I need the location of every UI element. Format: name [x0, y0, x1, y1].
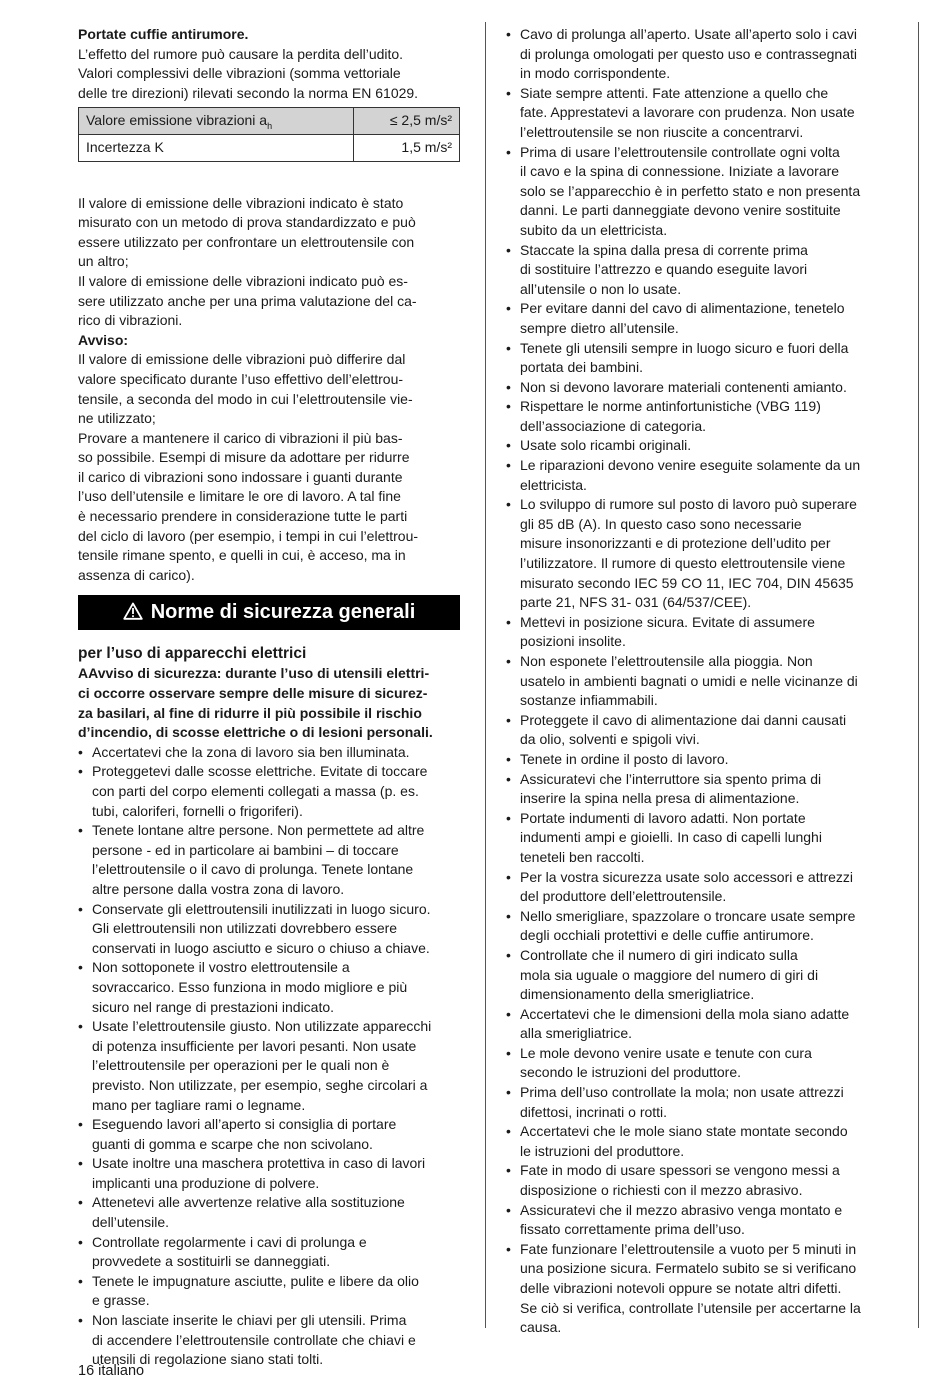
text-line: • Siate sempre attenti. Fate attenzione a quello che — [520, 84, 829, 101]
left-bullet-list — [78, 743, 460, 1370]
list-item — [506, 711, 892, 750]
text-line: l’elettroutensile per operazioni per le quali non è — [92, 1057, 390, 1074]
list-item — [78, 1311, 460, 1370]
text-line: • Usate inoltre una maschera protettiva in caso di lavori — [92, 1155, 426, 1172]
text-line: previsto. Non utilizzate, per esempio, seghe circolari a — [92, 1076, 428, 1093]
text-line: • Lo sviluppo di rumore sul posto di lavoro può superare — [520, 496, 857, 513]
text-line: • Attenetevi alle avvertenze relative alla sostituzione — [92, 1194, 405, 1211]
text-line: fissato correttamente prima dell’uso. — [520, 1221, 745, 1238]
text-line: • Cavo di prolunga all’aperto. Usate all’aperto solo i cavi — [520, 26, 857, 42]
text-line: d’incendio, di scosse elettriche o di lesioni personali. — [78, 724, 433, 741]
text-line: sovraccarico. Esso funziona in modo migliore e più — [92, 978, 408, 995]
text-line: in modo corrispondente. — [520, 65, 671, 82]
text-line: • Proteggetevi dalle scosse elettriche. Evitate di toccare — [92, 763, 428, 780]
text-line: posizioni insolite. — [520, 633, 626, 650]
text-line: za basilari, al fine di ridurre il più possibile il rischio — [78, 704, 422, 721]
text-line: il carico di vibrazioni sono indossare i guanti durante — [78, 468, 403, 485]
text-line: valore specificato durante l’uso effettivo dell’elettrou- — [78, 370, 404, 387]
text-line: dell’associazione di categoria. — [520, 417, 706, 434]
text-line: di sostituire l’attrezzo e quando eseguite lavori — [520, 261, 808, 278]
text-line: rico di vibrazioni. — [78, 312, 183, 329]
right-column — [506, 25, 892, 1338]
text-line: tubi, caloriferi, fornelli o frigoriferi). — [92, 802, 303, 819]
text-line: • Tenete in ordine il posto di lavoro. — [520, 750, 729, 767]
text-line: Se ciò si verifica, controllate l’utensile per accertarne la — [520, 1299, 861, 1316]
list-item — [506, 495, 892, 613]
text-line: sostanze infiammabili. — [520, 692, 658, 709]
list-item — [506, 1083, 892, 1122]
list-item — [506, 770, 892, 809]
list-item — [506, 1161, 892, 1200]
intro-paragraph — [78, 45, 460, 104]
text-line: una posizione sicura. Fermatelo subito se si verificano — [520, 1260, 857, 1277]
text-line: sicuro nel range di prestazioni indicato. — [92, 998, 335, 1015]
list-item — [78, 958, 460, 1017]
list-item — [506, 1044, 892, 1083]
text-line: teneteli ben raccolti. — [520, 848, 645, 865]
text-line: misurato con un metodo di prova standardizzato e può — [78, 214, 416, 231]
text-line: • Non sottoponete il vostro elettroutensile a — [92, 959, 350, 976]
text-line: • Staccate la spina dalla presa di corrente prima — [520, 241, 808, 258]
text-line: del produttore dell’elettroutensile. — [520, 888, 727, 905]
list-item — [78, 743, 460, 763]
text-line: Gli elettroutensili non utilizzati dovrebbero essere — [92, 920, 398, 937]
left-column — [78, 25, 460, 1370]
text-line: l’uso dell’utensile e limitare le ore di lavoro. A tal fine — [78, 488, 401, 505]
text-line: • Mettevi in posizione sicura. Evitate di assumere — [520, 613, 815, 630]
table-cell-label: Incertezza K — [79, 134, 354, 161]
text-line: • Prima di usare l’elettroutensile controllate ogni volta — [520, 143, 840, 160]
text-line: • Tenete gli utensili sempre in luogo sicuro e fuori della — [520, 339, 849, 356]
text-line: • Le riparazioni devono venire eseguite solamente da un — [520, 457, 861, 474]
text-line: tensile rimane spento, e quelli in cui, è acceso, ma in — [78, 547, 406, 564]
list-item — [506, 378, 892, 398]
text-line: difettosi, incrinati o rotti. — [520, 1103, 668, 1120]
text-line: l’elettroutensile o il cavo di prolunga. Tenete lontane — [92, 861, 414, 878]
table-cell-value: ≤ 2,5 m/s² — [354, 108, 460, 135]
text-line: utensili di regolazione siano stati tolti. — [92, 1351, 324, 1368]
text-line: • Nello smerigliare, spazzolare o troncare usate sempre — [520, 907, 856, 924]
section-subheading: per l’uso di apparecchi elettrici — [78, 645, 307, 663]
ear-protection-heading: Portate cuffie antirumore. — [78, 26, 249, 42]
page-footer: 16 italiano — [78, 1363, 145, 1379]
text-line: è necessario prendere in considerazione tutte le parti — [78, 508, 408, 525]
list-item — [506, 1122, 892, 1161]
text-line: • Accertatevi che la zona di lavoro sia ben illuminata. — [92, 743, 410, 760]
text-line: • Usate l’elettroutensile giusto. Non utilizzate apparecchi — [92, 1018, 432, 1035]
text-line: Provare a mantenere il carico di vibrazioni il più bas- — [78, 429, 403, 446]
notice-label: Avviso: — [78, 331, 129, 348]
text-line: danni. Le parti danneggiate devono venire sostituite — [520, 202, 841, 219]
text-line: • Fate in modo di usare spessori se vengono messi a — [520, 1162, 840, 1179]
text-line: alla smerigliatrice. — [520, 1025, 633, 1042]
list-item — [78, 900, 460, 959]
list-item — [506, 652, 892, 711]
text-line: • Per la vostra sicurezza usate solo accessori e attrezzi — [520, 868, 854, 885]
list-item — [506, 809, 892, 868]
list-item — [506, 25, 892, 84]
list-item — [506, 946, 892, 1005]
list-item — [506, 750, 892, 770]
text-line: da olio, solventi e spigoli vivi. — [520, 731, 700, 748]
text-line: • Portate indumenti di lavoro adatti. Non portate — [520, 809, 806, 826]
safety-banner — [78, 595, 460, 630]
text-line: di potenza insufficiente per lavori pesanti. Non usate — [92, 1037, 417, 1054]
table-cell-value: 1,5 m/s² — [354, 134, 460, 161]
list-item — [506, 84, 892, 143]
table-row — [79, 134, 460, 161]
text-line: • Eseguendo lavori all’aperto si consiglia di portare — [92, 1116, 397, 1133]
text-line: di accendere l’elettroutensile controllate che chiavi e — [92, 1331, 416, 1348]
text-line: • Controllate che il numero di giri indicato sulla — [520, 946, 798, 963]
list-item — [506, 1240, 892, 1338]
text-line: • Controllate regolarmente i cavi di prolunga e — [92, 1233, 367, 1250]
text-line: del ciclo di lavoro (per esempio, i tempi in cui l’elettrou- — [78, 527, 419, 544]
vibration-paragraph — [78, 194, 460, 331]
list-item — [506, 868, 892, 907]
text-line: il cavo e la spina di connessione. Iniziate a lavorare — [520, 163, 840, 180]
text-line: Valori complessivi delle vibrazioni (somma vettoriale — [78, 65, 401, 82]
text-line: • Usate solo ricambi originali. — [520, 437, 692, 454]
list-item — [78, 1272, 460, 1311]
list-item — [506, 1005, 892, 1044]
text-line: essere utilizzato per confrontare un elettroutensile con — [78, 233, 415, 250]
list-item — [506, 143, 892, 241]
text-line: delle tre direzioni) rilevati secondo la norma EN 61029. — [78, 84, 419, 101]
text-line: provvedete a sostituirli se danneggiati. — [92, 1253, 331, 1270]
text-line: degli occhiali protettivi e delle cuffie antirumore. — [520, 927, 814, 944]
text-line: altre persone dalla vostra zona di lavoro. — [92, 880, 345, 897]
text-line: so possibile. Esempi di misure da adottare per ridurre — [78, 449, 410, 466]
text-line: Il valore di emissione delle vibrazioni può differire dal — [78, 351, 406, 368]
list-item — [506, 907, 892, 946]
text-line: • Prima dell’uso controllate la mola; non usate attrezzi — [520, 1084, 844, 1101]
table-cell-label: Valore emissione vibrazioni $a_h$ — [79, 108, 354, 135]
text-line: • Assicuratevi che il mezzo abrasivo venga montato e — [520, 1201, 843, 1218]
text-line: subito da un elettricista. — [520, 221, 668, 238]
notice-paragraph — [78, 350, 460, 585]
text-line: • Le mole devono venire usate e tenute con cura — [520, 1044, 812, 1061]
text-line: un altro; — [78, 253, 129, 270]
text-line: Il valore di emissione delle vibrazioni indicato è stato — [78, 194, 404, 211]
text-line: dimensionamento della smerigliatrice. — [520, 986, 755, 1003]
text-line: sere utilizzato anche per una prima valutazione del ca- — [78, 292, 417, 309]
text-line: secondo le istruzioni del produttore. — [520, 1064, 742, 1081]
text-line: di prolunga omologati per questo uso e contrassegnati — [520, 45, 857, 62]
vibration-table — [78, 107, 460, 161]
list-item — [506, 613, 892, 652]
list-item — [506, 241, 892, 300]
list-item — [506, 436, 892, 456]
text-line: • Non lasciate inserite le chiavi per gli utensili. Prima — [92, 1312, 407, 1329]
text-line: delle vibrazioni notevoli oppure se notate altri difetti. — [520, 1280, 842, 1296]
text-line: l’elettroutensile se non riuscite a concentrarvi. — [520, 123, 804, 140]
text-line: all’utensile o non lo usate. — [520, 280, 682, 297]
text-line: persone - ed in particolare ai bambini – di toccare — [92, 841, 399, 858]
text-line: l’utilizzatore. Il rumore di questo elettroutensile viene — [520, 555, 846, 572]
text-line: misurato secondo IEC 59 CO 11, IEC 704, DIN 45635 — [520, 574, 854, 591]
column-divider — [485, 22, 486, 1328]
list-item — [78, 1193, 460, 1232]
list-item — [506, 1201, 892, 1240]
safety-warning — [78, 664, 460, 742]
list-item — [78, 821, 460, 899]
text-line: • Non si devono lavorare materiali contenenti amianto. — [520, 378, 847, 395]
text-line: disposizione o richiesti con il mezzo abrasivo. — [520, 1182, 803, 1199]
text-line: • Proteggete il cavo di alimentazione dai danni causati — [520, 711, 847, 728]
text-line: Il valore di emissione delle vibrazioni indicato può es- — [78, 272, 408, 289]
right-border-line — [918, 22, 919, 1328]
list-item — [78, 1017, 460, 1115]
text-line: AAvviso di sicurezza: durante l’uso di utensili elettri- — [78, 665, 430, 682]
text-line: inserire la spina nella presa di alimentazione. — [520, 790, 800, 807]
text-line: • Assicuratevi che l’interruttore sia spento prima di — [520, 770, 822, 787]
list-item — [78, 1233, 460, 1272]
list-item — [78, 762, 460, 821]
text-line: implicanti una produzione di polvere. — [92, 1174, 320, 1191]
text-line: mola sia uguale o maggiore del numero di giri di — [520, 966, 819, 983]
text-line: indumenti ampi e gioielli. In caso di capelli lunghi — [520, 829, 822, 846]
text-line: assenza di carico). — [78, 566, 195, 583]
text-line: • Tenete lontane altre persone. Non permettete ad altre — [92, 822, 425, 839]
list-item — [506, 456, 892, 495]
text-line: L’effetto del rumore può causare la perdita dell’udito. — [78, 45, 404, 62]
text-line: dell’utensile. — [92, 1214, 170, 1231]
text-line: • Fate funzionare l’elettroutensile a vuoto per 5 minuti in — [520, 1240, 857, 1257]
text-line: ci occorre osservare sempre delle misure di sicurez- — [78, 685, 428, 702]
text-line: conservati in luogo asciutto e sicuro o chiuso a chiave. — [92, 939, 430, 956]
text-line: parte 21, NFS 31- 031 (64/537/CEE). — [520, 594, 752, 611]
text-line: tensile, a seconda del modo in cui l’elettroutensile vie- — [78, 390, 413, 407]
text-line: misure insonorizzanti e di protezione dell’udito per — [520, 535, 831, 552]
right-bullet-list — [506, 25, 892, 1338]
text-line: • Accertatevi che le dimensioni della mola siano adatte — [520, 1005, 850, 1022]
list-item — [78, 1154, 460, 1193]
text-line: • Rispettare le norme antinfortunistiche (VBG 119) — [520, 398, 821, 415]
text-line: fate. Apprestatevi a lavorare con prudenza. Non usate — [520, 104, 855, 121]
text-line: guanti di gomma e scarpe che non scivolano. — [92, 1135, 373, 1152]
text-line: causa. — [520, 1319, 562, 1336]
text-line: elettricista. — [520, 476, 587, 493]
banner-title: Norme di sicurezza generali — [150, 601, 416, 624]
text-line: • Tenete le impugnature asciutte, pulite e libere da olio — [92, 1272, 419, 1289]
text-line: • Non esponete l’elettroutensile alla pioggia. Non — [520, 653, 813, 669]
list-item — [506, 339, 892, 378]
text-line: • Per evitare danni del cavo di alimentazione, tenetelo — [520, 300, 845, 317]
list-item — [506, 299, 892, 338]
table-row — [79, 108, 460, 135]
text-line: • Accertatevi che le mole siano state montate secondo — [520, 1123, 848, 1140]
text-line: solo se l’apparecchio è in perfetto stato e non presenta — [520, 182, 861, 199]
text-line: sempre dietro all’utensile. — [520, 319, 679, 336]
text-line: ne utilizzato; — [78, 410, 156, 427]
warning-triangle-icon — [123, 602, 143, 620]
text-line: mano per tagliare rami o legname. — [92, 1096, 306, 1113]
text-line: gli 85 dB (A). In questo caso sono necessarie — [520, 515, 802, 532]
list-item — [506, 397, 892, 436]
list-item — [78, 1115, 460, 1154]
text-line: con parti del corpo elementi collegati a massa (p. es. — [92, 783, 419, 799]
text-line: usatelo in ambienti bagnati o umidi e nelle vicinanze di — [520, 672, 858, 689]
text-line: portata dei bambini. — [520, 359, 643, 376]
text-line: le istruzioni del produttore. — [520, 1142, 685, 1159]
text-line: • Conservate gli elettroutensili inutilizzati in luogo sicuro. — [92, 900, 431, 917]
text-line: e grasse. — [92, 1292, 150, 1309]
